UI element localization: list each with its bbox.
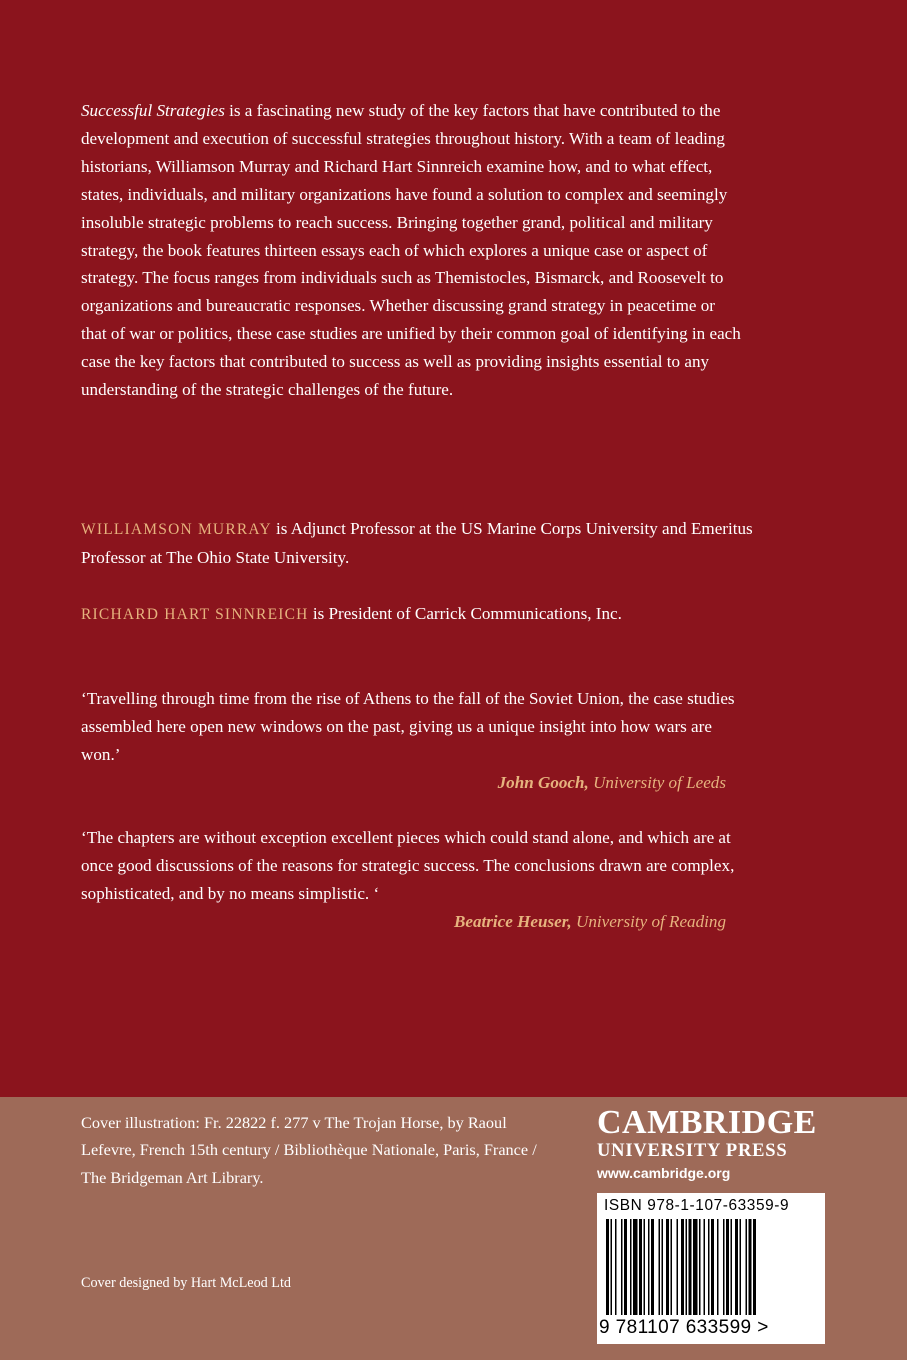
cover-designer-credit: Cover designed by Hart McLeod Ltd: [81, 1275, 291, 1291]
blurb-text: is a fascinating new study of the key factors that have contributed to the development and execution of successful strategies throughout history. With a team of leading historians, Williamson Murray and Richard Hart Sinnreich examine how, and to what effect, states, individuals, and military organizations have found a solution to complex and seemingly insoluble strategic problems to reach success. Bringing together grand, political and military strategy, the book features thirteen essays each of which explores a unique case or aspect of strategy. The focus ranges from individuals such as Themistocles, Bismarck, and Roosevelt to organizations and bureaucratic responses. Whether discussing grand strategy in peacetime or that of war or politics, these case studies are unified by their common goal of identifying in each case the key factors that contributed to success as well as providing insights essential to any understanding of the strategic challenges of the future.: [81, 101, 741, 400]
quote-attribution: [81, 908, 726, 936]
book-blurb: [81, 97, 741, 404]
quote-author: Beatrice Heuser,: [453, 911, 572, 931]
footer-band: [0, 1097, 907, 1360]
author-bio-text: is President of Carrick Communications, Inc.: [308, 603, 622, 623]
quote-text: ‘The chapters are without exception excellent pieces which could stand alone, and which are at once good discussions of the reasons for strategic success. The conclusions drawn are complex, sophisticated, and by no means simplistic. ‘: [81, 828, 735, 903]
isbn-barcode: [597, 1193, 825, 1344]
publisher-subtitle: UNIVERSITY PRESS: [597, 1141, 788, 1161]
author-name: RICHARD HART SINNREICH: [81, 605, 309, 623]
publisher-name: CAMBRIDGE: [597, 1104, 817, 1141]
author-bios: [81, 515, 761, 657]
cover-illustration-credit: Cover illustration: Fr. 22822 f. 277 v The Trojan Horse, by Raoul Lefevre, French 15th century / Bibliothèque Nationale, Paris, France / The Bridgeman Art Library.: [81, 1113, 537, 1187]
quote-affiliation: University of Reading: [571, 911, 726, 931]
author-bio-text: is Adjunct Professor at the US Marine Corps University and Emeritus Professor at The Ohio State University.: [81, 519, 753, 567]
quote-affiliation: University of Leeds: [588, 772, 726, 792]
quote-author: John Gooch,: [497, 772, 589, 792]
quote-attribution: [81, 769, 726, 797]
book-title-italic: Successful Strategies: [81, 101, 225, 120]
barcode-icon: [606, 1219, 816, 1315]
review-quote: [81, 824, 741, 936]
publisher-logo: [597, 1105, 827, 1183]
author-bio: [81, 600, 761, 629]
isbn-number: ISBN 978-1-107-63359-9: [604, 1197, 790, 1214]
quote-text: ‘Travelling through time from the rise of Athens to the fall of the Soviet Union, the case studies assembled here open new windows on the past, giving us a unique insight into how wars are won.’: [81, 689, 735, 764]
publisher-url: www.cambridge.org: [597, 1165, 731, 1181]
barcode-digits: 9 781107 633599 >: [599, 1317, 769, 1338]
review-quote: [81, 685, 741, 797]
author-name: WILLIAMSON MURRAY: [81, 521, 272, 538]
author-bio: [81, 515, 761, 572]
